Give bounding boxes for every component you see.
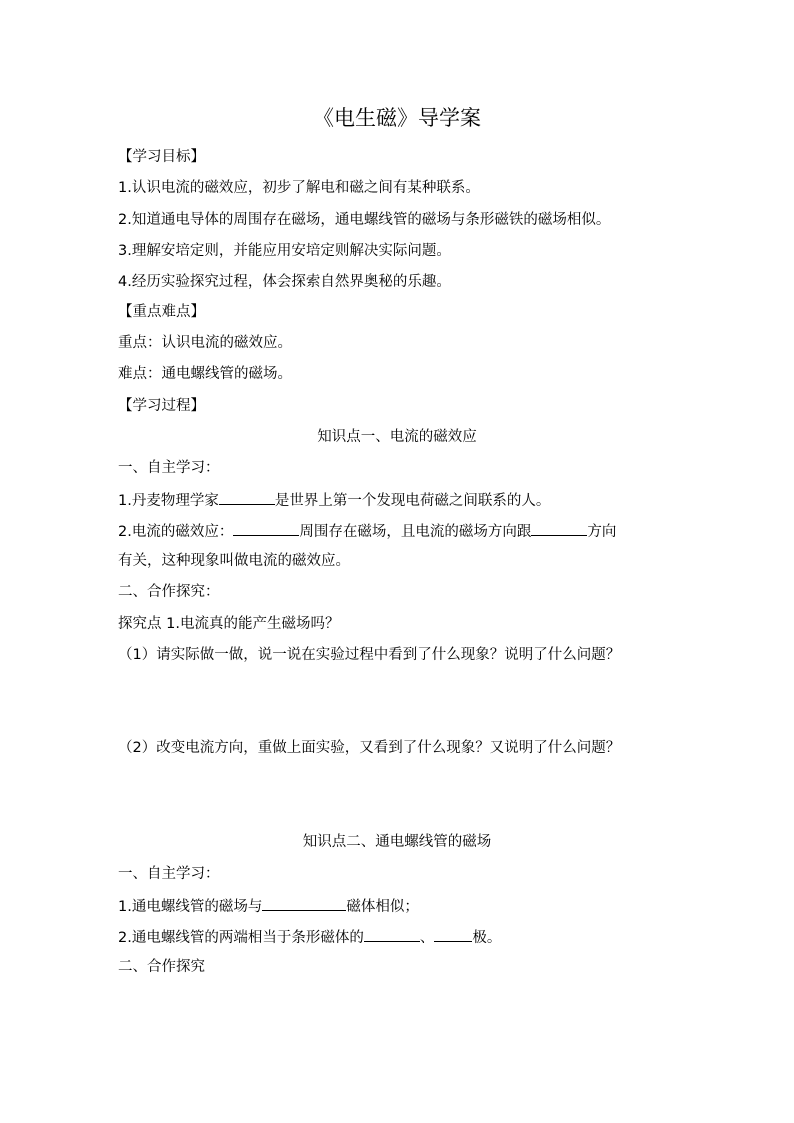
goal-item-3: 3.理解安培定则，并能应用安培定则解决实际问题。 — [118, 243, 451, 259]
kp2-title: 知识点二、通电螺线管的磁场 — [302, 834, 492, 850]
kp2-q1-after: 磁体相似； — [346, 899, 419, 915]
kp2-question-1 — [118, 895, 419, 917]
kp1-cooperate: 二、合作探究： — [118, 584, 220, 600]
kp1-q2-middle: 周围存在磁场，且电流的磁场方向跟 — [299, 524, 532, 540]
kp2-question-2 — [118, 926, 501, 948]
kp2-q1-before: 1.通电螺线管的磁场与 — [118, 899, 263, 915]
answer-blank[interactable] — [364, 926, 420, 942]
answer-blank[interactable] — [262, 895, 346, 911]
kp2-self-study: 一、自主学习： — [118, 866, 220, 882]
kp1-q1-after: 是世界上第一个发现电荷磁之间联系的人。 — [274, 493, 551, 509]
answer-blank[interactable] — [219, 489, 275, 505]
kp1-sub-question-2: （2）改变电流方向，重做上面实验，又看到了什么现象？又说明了什么问题？ — [118, 740, 621, 756]
key-point: 重点：认识电流的磁效应。 — [118, 335, 292, 351]
kp1-question-2-continued: 有关，这种现象叫做电流的磁效应。 — [118, 553, 350, 569]
kp2-q2-sep: 、 — [419, 930, 435, 946]
goal-item-1: 1.认识电流的磁效应，初步了解电和磁之间有某种联系。 — [118, 180, 480, 196]
kp1-q2-after: 方向 — [587, 524, 617, 540]
answer-blank[interactable] — [233, 520, 299, 536]
goal-item-2: 2.知道通电导体的周围存在磁场，通电螺线管的磁场与条形磁铁的磁场相似。 — [118, 212, 611, 228]
kp2-cooperate: 二、合作探究 — [118, 959, 205, 975]
kp1-question-1 — [118, 489, 550, 511]
kp1-sub-question-1: （1）请实际做一做，说一说在实验过程中看到了什么现象？说明了什么问题？ — [118, 647, 621, 663]
goals-heading: 【学习目标】 — [118, 149, 205, 165]
kp2-q2-before: 2.通电螺线管的两端相当于条形磁体的 — [118, 930, 364, 946]
kp1-q2-before: 2.电流的磁效应： — [118, 524, 234, 540]
kp2-q2-after: 极。 — [472, 930, 502, 946]
kp1-self-study: 一、自主学习： — [118, 460, 220, 476]
answer-blank[interactable] — [434, 926, 472, 942]
key-heading: 【重点难点】 — [118, 304, 205, 320]
difficulty-point: 难点：通电螺线管的磁场。 — [118, 366, 292, 382]
kp1-q1-before: 1.丹麦物理学家 — [118, 493, 219, 509]
answer-blank[interactable] — [531, 520, 587, 536]
process-heading: 【学习过程】 — [118, 398, 205, 414]
kp1-title: 知识点一、电流的磁效应 — [317, 429, 477, 445]
kp1-question-2 — [118, 520, 616, 542]
kp1-explore-1: 探究点 1.电流真的能产生磁场吗？ — [118, 616, 340, 632]
document-title: 《电生磁》导学案 — [313, 106, 481, 130]
goal-item-4: 4.经历实验探究过程，体会探索自然界奥秘的乐趣。 — [118, 274, 451, 290]
